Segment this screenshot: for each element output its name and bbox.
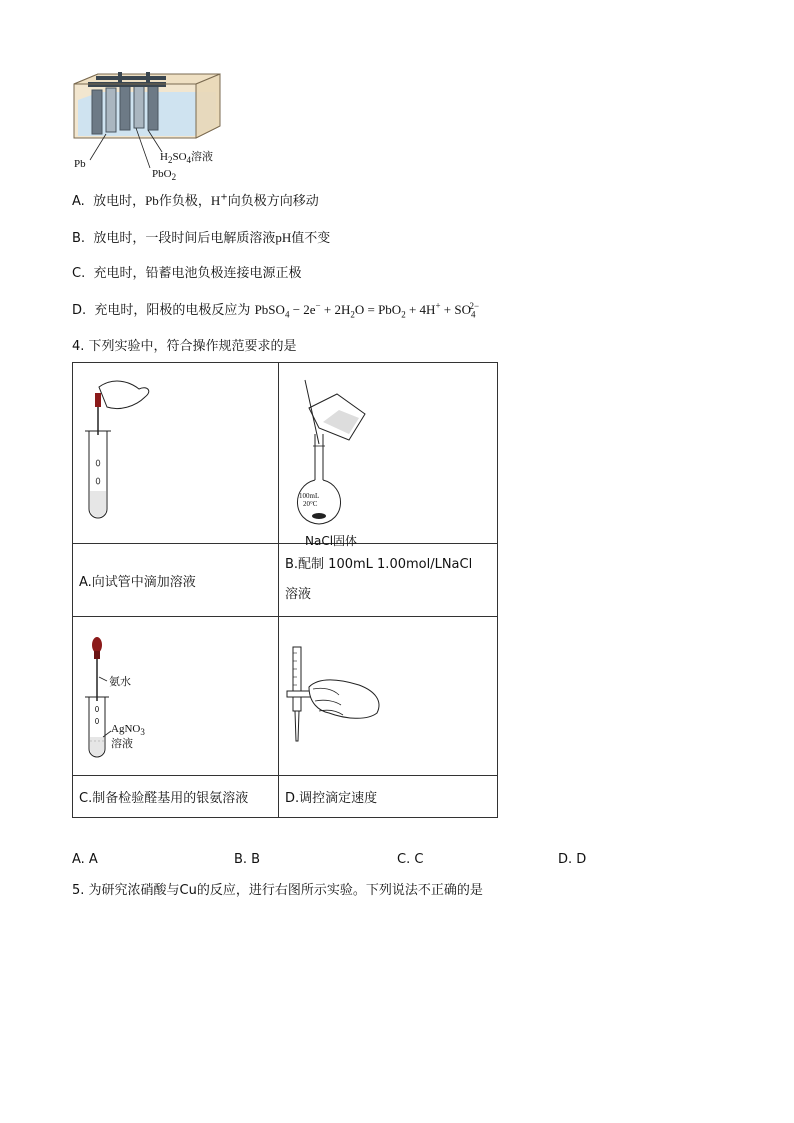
cell-image-a bbox=[73, 363, 279, 544]
q3-option-a: A. 放电时，Pb作负极，H+向负极方向移动 bbox=[72, 192, 319, 209]
q5-stem: 5. 为研究浓硝酸与Cu的反应，进行右图所示实验。下列说法不正确的是 bbox=[72, 883, 483, 898]
label-pbo2: PbO$_2$ bbox=[152, 168, 177, 183]
choice-b[interactable]: B. B bbox=[234, 852, 261, 867]
q3-option-b: B. 放电时，一段时间后电解质溶液pH值不变 bbox=[72, 230, 331, 246]
experiment-table bbox=[72, 362, 498, 818]
ammonia-label: 氨水 bbox=[109, 675, 131, 688]
q4-stem: 4. 下列实验中，符合操作规范要求的是 bbox=[72, 339, 297, 354]
label-pb: Pb bbox=[74, 158, 86, 170]
burette-control-figure bbox=[279, 617, 497, 771]
q3-option-c: C. 充电时，铅蓄电池负极连接电源正极 bbox=[72, 266, 302, 281]
choice-c[interactable]: C. C bbox=[397, 852, 424, 867]
choice-d[interactable]: D. D bbox=[558, 852, 587, 867]
cell-image-d bbox=[279, 617, 498, 776]
caption-c: C.制备检验醛基用的银氨溶液 bbox=[73, 776, 279, 818]
label-h2so4-solution: $H_2SO_4$溶液 bbox=[160, 151, 214, 166]
dropper-into-test-tube-figure bbox=[73, 363, 278, 539]
caption-a: A.向试管中滴加溶液 bbox=[73, 544, 279, 617]
electrode-equation: PbSO$_4$ − $2e^- + 2H_2O = PbO_2 + 4H^+ + SO_4^{2-}$ bbox=[254, 300, 480, 320]
choice-a[interactable]: A. A bbox=[72, 852, 98, 867]
flask-volume-label: 100mL bbox=[299, 492, 320, 500]
nacl-solid-label: NaCl固体 bbox=[305, 534, 358, 548]
cell-image-b bbox=[279, 363, 498, 548]
agno3-solution-label: 溶液 bbox=[111, 737, 133, 750]
cell-image-c bbox=[73, 617, 279, 776]
agno3-label: AgNO$_3$ bbox=[111, 723, 145, 738]
caption-b: B.配制 100mL 1.00mol/LNaCl 溶液 bbox=[279, 544, 498, 617]
silver-ammonia-figure bbox=[73, 619, 278, 773]
q3-option-d: D. 充电时，阳极的电极反应为 PbSO$_4$ − $2e^- + 2H_2O = PbO_2 + 4H^+ + SO_4^{2-}$ bbox=[72, 300, 480, 320]
lead-acid-battery-figure bbox=[70, 72, 270, 184]
caption-d: D.调控滴定速度 bbox=[279, 776, 498, 818]
flask-temp-label: 20°C bbox=[303, 500, 318, 508]
